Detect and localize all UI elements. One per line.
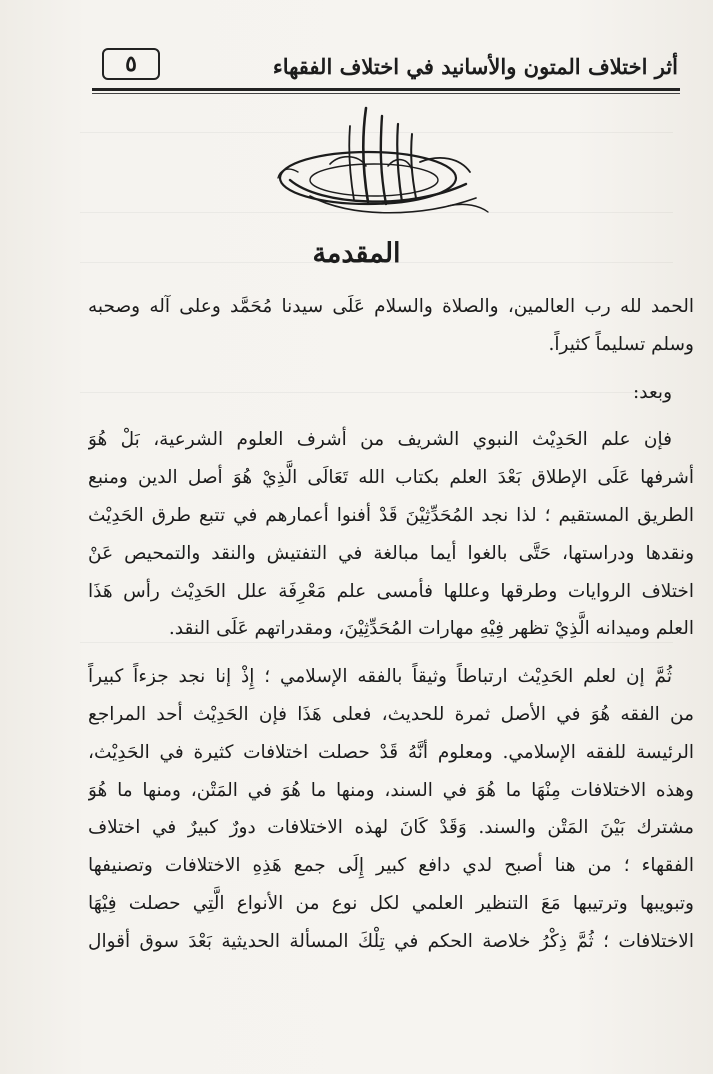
running-header-title: أثر اختلاف المتون والأسانيد في اختلاف الفقهاء <box>272 54 678 79</box>
text-line: وتبويبها وترتيبها مَعَ التنظير العلمي لكل نوع من الأنواع الَّتِي حصلت فِيْهَا <box>88 892 694 914</box>
text-line: من الفقه هُوَ في الأصل ثمرة للحديث، فعلى هَذَا فإن الحَدِيْث أحد المراجع <box>88 703 694 725</box>
paragraph-gap <box>88 364 694 374</box>
text-line: مشترك بَيْنَ المَتْن والسند. وَقَدْ كَانَ لهذه الاختلافات دورٌ كبيرٌ في اختلاف <box>88 817 694 839</box>
text-line: الفقهاء ؛ من هنا أصبح لدي دافع كبير إِلَى جمع هَذِهِ الاختلافات وتصنيفها <box>88 855 694 877</box>
basmala-calligraphy-icon <box>270 106 490 224</box>
text-line: الرئيسة للفقه الإسلامي. ومعلوم أنَّهُ قَدْ حصلت اختلافات كثيرة في الحَدِيْث، <box>88 741 694 763</box>
text-line: ثُمَّ إن لعلم الحَدِيْث ارتباطاً وثيقاً بالفقه الإسلامي ؛ إِذْ إنا نجد جزءاً كبيراً <box>88 666 672 688</box>
header-rule-thin <box>92 93 680 94</box>
text-line: فإن علم الحَدِيْث النبوي الشريف من أشرف العلوم الشرعية، بَلْ هُوَ <box>88 429 672 451</box>
text-line: وسلم تسليماً كثيراً. <box>548 333 694 355</box>
header-rule <box>92 88 680 91</box>
paragraph-gap <box>88 411 694 421</box>
paragraph-gap <box>88 648 694 658</box>
text-line: وبعد: <box>633 381 672 403</box>
text-line: الحمد لله رب العالمين، والصلاة والسلام عَلَى سيدنا مُحَمَّد وعلى آله وصحبه <box>88 296 694 317</box>
section-title: المقدمة <box>312 238 401 269</box>
page-number: ٥ <box>102 48 160 80</box>
text-line: الاختلافات ؛ ثُمَّ ذِكْرُ خلاصة الحكم في تِلْكَ المسألة الحديثية بَعْدَ سوق أقوال <box>88 930 694 952</box>
body-text <box>88 288 694 961</box>
text-line: أشرفها عَلَى الإطلاق بَعْدَ العلم بكتاب الله تَعَالَى الَّذِيْ هُوَ أصل الدين ومنبع <box>88 467 694 489</box>
text-line: اختلاف الروايات وطرقها وعللها فأمسى علم مَعْرِفَة علل الحَدِيْث رأس هَذَا <box>88 580 694 602</box>
running-header <box>92 46 678 88</box>
text-line: العلم وميدانه الَّذِيْ تظهر فِيْهِ مهارات المُحَدِّثِيْنَ، ومقدراتهم عَلَى النقد. <box>168 618 694 640</box>
text-line: الطريق المستقيم ؛ لذا نجد المُحَدِّثِيْنَ قَدْ أفنوا أعمارهم في تتبع طرق الحَدِيْث <box>88 504 694 526</box>
text-line: وهذه الاختلافات مِنْهَا ما هُوَ في السند، ومنها ما هُوَ في المَتْن، ومنها ما هُوَ <box>88 779 694 801</box>
text-line: ونقدها ودراستها، حَتَّى بالغوا أيما مبالغة في التفتيش والنقد والتمحيص عَنْ <box>88 542 694 564</box>
